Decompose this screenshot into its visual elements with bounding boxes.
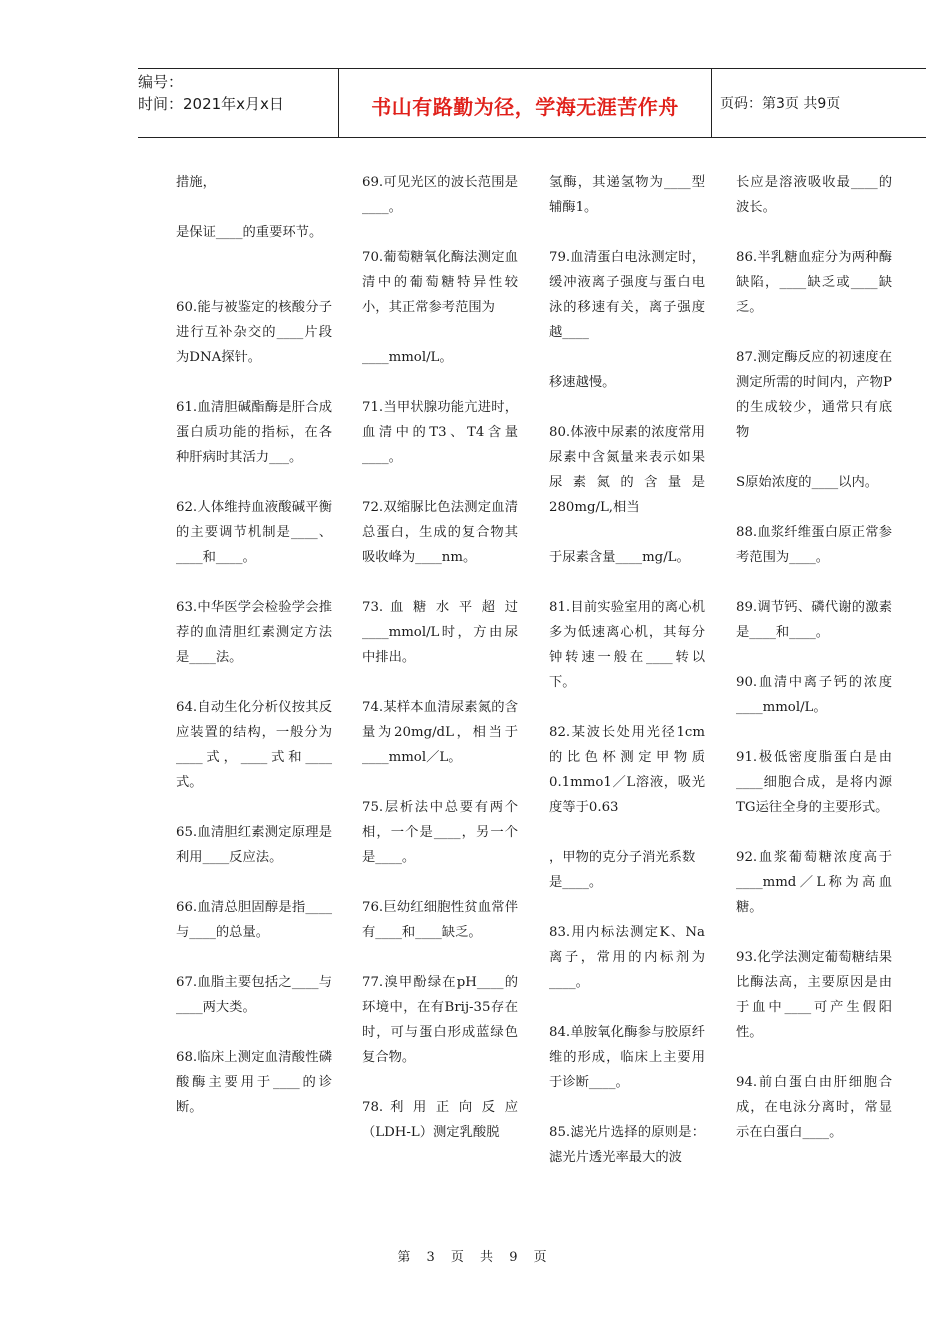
question-78: 78. 利 用 正 向 反 应（LDH-L）测定乳酸脱 [362, 1100, 518, 1140]
question-fragment: 措施， [176, 175, 216, 190]
motto-text: 书山有路勤为径，学海无涯苦作舟 [371, 95, 679, 119]
question-88: 88.血浆纤维蛋白原正常参考范围为____。 [736, 525, 892, 565]
question-62: 62.人体维持血液酸碱平衡的主要调节机制是____、____和____。 [176, 500, 332, 565]
column-4 [736, 170, 892, 1145]
question-93: 93.化学法测定葡萄糖结果比酶法高，主要原因是由于血中____可产生假阳性。 [736, 950, 892, 1040]
question-77: 77.溴甲酚绿在pH____的环境中，在有Brij-35存在时，可与蛋白形成蓝绿色复合物。 [362, 975, 518, 1065]
question-85: 85.滤光片选择的原则是：滤光片透光率最大的波 [549, 1125, 705, 1165]
question-91: 91.极低密度脂蛋白是由____细胞合成，是将内源TG运往全身的主要形式。 [736, 750, 892, 815]
question-60: 60.能与被鉴定的核酸分子进行互补杂交的____片段为DNA探针。 [176, 300, 332, 365]
time-label: 时间：2021年x月x日 [138, 95, 284, 113]
question-67: 67.血脂主要包括之____与____两大类。 [176, 975, 332, 1015]
column-2 [362, 170, 518, 1145]
question-83: 83.用内标法测定K、Na离子，常用的内标剂为____。 [549, 925, 705, 990]
page-header [138, 68, 926, 138]
question-94: 94.前白蛋白由肝细胞合成，在电泳分离时，常显示在白蛋白____。 [736, 1075, 892, 1140]
question-61: 61.血清胆碱酯酶是肝合成蛋白质功能的指标，在各种肝病时其活力___。 [176, 400, 332, 465]
question-82-cont: ，甲物的克分子消光系数是____。 [549, 850, 696, 890]
question-81: 81.目前实验室用的离心机多为低速离心机，其每分钟转速一般在____转以下。 [549, 600, 705, 690]
page-code: 页码：第3页 共9页 [720, 96, 841, 112]
question-66: 66.血清总胆固醇是指____与____的总量。 [176, 900, 332, 940]
question-69: 69.可见光区的波长范围是____。 [362, 175, 518, 215]
question-64: 64.自动生化分析仪按其反应装置的结构，一般分为____式，____式和____式。 [176, 700, 332, 790]
question-79-cont: 移速越慢。 [549, 375, 616, 390]
question-70-answer: ____mmol/L。 [362, 350, 453, 365]
column-1 [176, 170, 332, 1120]
question-73: 73. 血 糖 水 平 超 过 ____mmol/L时，方由尿中排出。 [362, 600, 518, 665]
question-89: 89.调节钙、磷代谢的激素是____和____。 [736, 600, 892, 640]
question-78-cont: 氢酶，其递氢物为____型辅酶1。 [549, 175, 705, 215]
question-92: 92.血浆葡萄糖浓度高于____mmd／L称为高血糖。 [736, 850, 892, 915]
question-68: 68.临床上测定血清酸性磷酸酶主要用于____的诊断。 [176, 1050, 332, 1115]
question-87-cont: S原始浓度的____以内。 [736, 475, 879, 490]
question-72: 72.双缩脲比色法测定血清总蛋白，生成的复合物其吸收峰为____nm。 [362, 500, 518, 565]
question-74: 74.某样本血清尿素氮的含量为20mg/dL，相当于____mmol／L。 [362, 700, 518, 765]
question-76: 76.巨幼红细胞性贫血常伴有____和____缺乏。 [362, 900, 518, 940]
question-65: 65.血清胆红素测定原理是利用____反应法。 [176, 825, 332, 865]
question-87: 87.测定酶反应的初速度在测定所需的时间内，产物P的生成较少，通常只有底物 [736, 350, 892, 440]
header-motto-cell [338, 69, 712, 137]
question-84: 84.单胺氧化酶参与胶原纤维的形成，临床上主要用于诊断____。 [549, 1025, 705, 1090]
question-fragment: 是保证____的重要环节。 [176, 225, 323, 240]
question-79: 79.血清蛋白电泳测定时，缓冲液离子强度与蛋白电泳的移速有关，离子强度越____ [549, 250, 705, 340]
page-footer [0, 1246, 950, 1265]
question-80-cont: 于尿素含量____mg/L。 [549, 550, 690, 565]
question-90: 90.血清中离子钙的浓度____mmol/L。 [736, 675, 892, 715]
question-71: 71.当甲状腺功能亢进时，血清中的T3、T4含量____。 [362, 400, 518, 465]
question-86: 86.半乳糖血症分为两种酶缺陷，____缺乏或____缺乏。 [736, 250, 892, 315]
question-82: 82.某波长处用光径1cm的比色杯测定甲物质0.1mmo1／L溶液，吸光度等于0.63 [549, 725, 705, 815]
question-85-cont: 长应是溶液吸收最____的波长。 [736, 175, 892, 215]
question-70: 70.葡萄糖氧化酶法测定血清中的葡萄糖特异性较小，其正常参考范围为 [362, 250, 518, 315]
question-80: 80.体液中尿素的浓度常用尿素中含氮量来表示如果尿素氮的含量是280mg/L,相当 [549, 425, 705, 515]
header-meta [138, 69, 338, 139]
question-63: 63.中华医学会检验学会推荐的血清胆红素测定方法是____法。 [176, 600, 332, 665]
footer-page-number: 第 3 页 共 9 页 [397, 1250, 553, 1265]
column-3 [549, 170, 705, 1170]
question-75: 75.层析法中总要有两个相，一个是____，另一个是____。 [362, 800, 518, 865]
number-label: 编号： [138, 73, 184, 91]
